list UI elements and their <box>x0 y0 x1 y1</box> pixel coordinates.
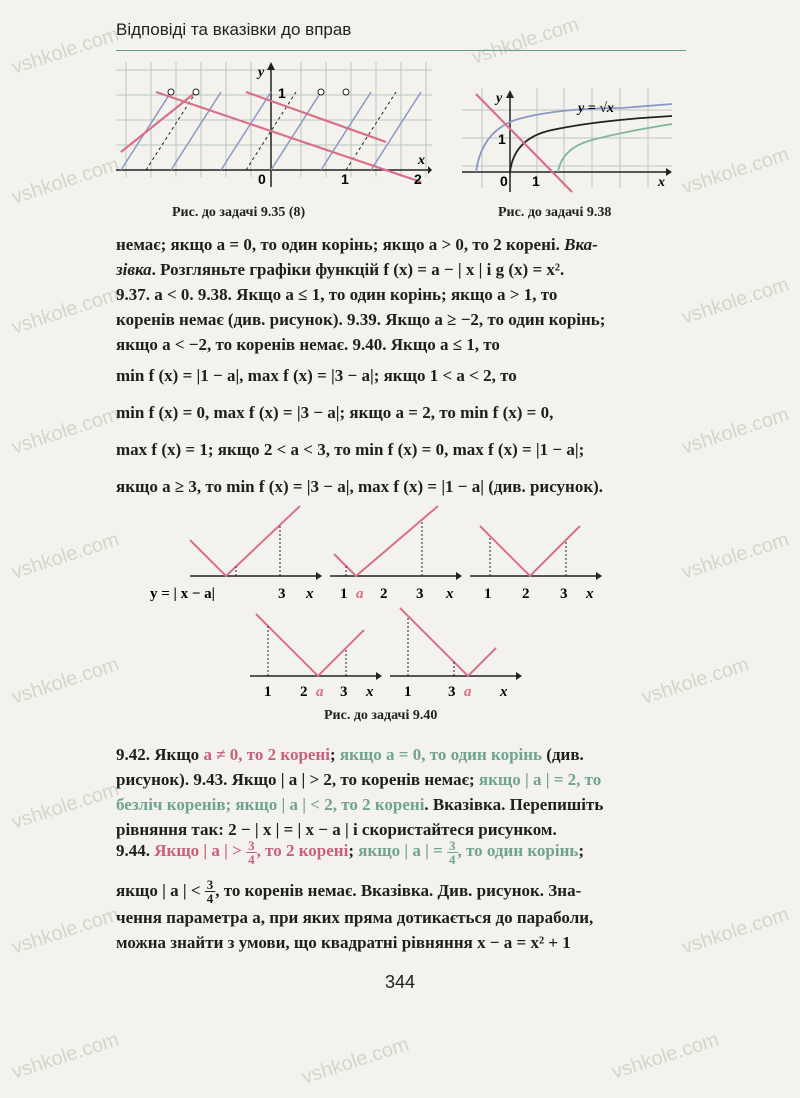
tick-label: a <box>464 684 472 700</box>
watermark: vshkole.com <box>9 903 122 959</box>
text-line: рисунок). 9.43. Якщо | a | > 2, то коренів немає; якщо | a | = 2, то <box>116 770 602 789</box>
tick-label: 3 <box>416 586 424 602</box>
watermark: vshkole.com <box>9 1028 122 1084</box>
watermark: vshkole.com <box>9 153 122 209</box>
text-line: max f (x) = 1; якщо 2 < a < 3, то min f (x) = 0, max f (x) = |1 − a|; <box>116 440 585 459</box>
figure-caption: Рис. до задачі 9.40 <box>324 708 438 723</box>
watermark: vshkole.com <box>679 528 792 584</box>
x-axis-label: x <box>418 153 425 168</box>
tick-label: 3 <box>340 684 348 700</box>
watermark: vshkole.com <box>679 403 792 459</box>
tick-label: 2 <box>300 684 308 700</box>
tick-label: x <box>586 586 594 602</box>
tick-label: x <box>306 586 314 602</box>
answers-paragraph-942 <box>116 742 684 842</box>
watermark: vshkole.com <box>639 653 752 709</box>
text-line: 9.37. a < 0. 9.38. Якщо a ≤ 1, то один корінь; якщо a > 1, то <box>116 285 558 304</box>
tick-label: x <box>500 684 508 700</box>
watermark: vshkole.com <box>679 903 792 959</box>
panel-label: y = | x − a| <box>150 586 215 602</box>
tick-label: 3 <box>278 586 286 602</box>
tick-label: 2 <box>414 171 422 187</box>
fraction: $\frac{3}{4}$ <box>449 837 456 867</box>
text-line: min f (x) = |1 − a|, max f (x) = |3 − a|; якщо 1 < a < 2, то <box>116 366 517 385</box>
watermark: vshkole.com <box>9 23 122 79</box>
tick-label: 3 <box>560 586 568 602</box>
tick-label: 1 <box>264 684 272 700</box>
text-line: min f (x) = 0, max f (x) = |3 − a|; якщо a = 2, то min f (x) = 0, <box>116 403 554 422</box>
watermark: vshkole.com <box>9 778 122 834</box>
text-line: зівка. Розгляньте графіки функцій f (x) = a − | x | і g (x) = x². <box>116 260 565 279</box>
watermark: vshkole.com <box>679 143 792 199</box>
text-line: рівняння так: 2 − | x | = | x − a | і скористайтеся рисунком. <box>116 820 557 839</box>
tick-label: 1 <box>340 586 348 602</box>
text-line: чення параметра a, при яких пряма дотикається до параболи, <box>116 908 594 928</box>
tick-label: a <box>316 684 324 700</box>
page-number: 344 <box>385 972 416 992</box>
answers-paragraph <box>116 232 684 499</box>
tick-label: 1 <box>341 171 349 187</box>
figure-caption: Рис. до задачі 9.35 (8) <box>172 205 306 220</box>
text-line: якщо a < −2, то коренів немає. 9.40. Якщо a ≤ 1, то <box>116 335 500 354</box>
running-header: Відповіді та вказівки до вправ <box>116 20 352 39</box>
watermark: vshkole.com <box>9 653 122 709</box>
tick-label: x <box>366 684 374 700</box>
curve-label: y = √x <box>578 101 614 116</box>
tick-label: 3 <box>448 684 456 700</box>
y-axis-label: y <box>258 65 265 80</box>
watermark: vshkole.com <box>609 1028 722 1084</box>
tick-label: a <box>356 586 364 602</box>
figure-9-40 <box>150 500 610 710</box>
watermark: vshkole.com <box>469 13 582 69</box>
text-line: безліч коренів; якщо | a | < 2, то 2 корені. Вказівка. Перепишіть <box>116 795 604 814</box>
figure-9-35 <box>116 62 432 192</box>
tick-label: 1 <box>278 85 286 101</box>
watermark: vshkole.com <box>9 528 122 584</box>
answers-paragraph-944 <box>116 838 684 955</box>
x-axis-label: x <box>658 175 665 190</box>
tick-label: 0 <box>500 173 508 189</box>
watermark: vshkole.com <box>9 283 122 339</box>
watermark: vshkole.com <box>9 403 122 459</box>
tick-label: 2 <box>522 586 530 602</box>
text-line: 9.44. Якщо | a | > $\frac{3}{4}$ , то 2 корені; якщо | a | = $\frac{3}{4}$ , то один корінь; <box>116 837 585 867</box>
figure-9-38 <box>462 88 676 194</box>
figure-caption: Рис. до задачі 9.38 <box>498 205 612 220</box>
y-axis-label: y <box>496 91 503 106</box>
fraction: $\frac{3}{4}$ <box>206 877 214 907</box>
header-rule <box>116 50 686 51</box>
watermark: vshkole.com <box>679 273 792 329</box>
tick-label: 1 <box>404 684 412 700</box>
text-line: немає; якщо a = 0, то один корінь; якщо a > 0, то 2 корені. Вка- <box>116 235 598 254</box>
tick-label: x <box>446 586 454 602</box>
text-line: 9.42. Якщо a ≠ 0, то 2 корені; якщо a = 0, то один корінь (див. <box>116 745 584 764</box>
tick-label: 2 <box>380 586 388 602</box>
tick-label: 1 <box>498 131 506 147</box>
text-line: якщо | a | < $\frac{3}{4}$ , то коренів немає. Вказівка. Див. рисунок. Зна- <box>116 877 582 907</box>
fraction: $\frac{3}{4}$ <box>248 837 255 867</box>
text-line: можна знайти з умови, що квадратні рівняння x − a = x² + 1 <box>116 933 571 953</box>
text-line: коренів немає (див. рисунок). 9.39. Якщо a ≥ −2, то один корінь; <box>116 310 606 329</box>
watermark: vshkole.com <box>299 1033 412 1089</box>
tick-label: 1 <box>532 173 540 189</box>
text-line: якщо a ≥ 3, то min f (x) = |3 − a|, max f (x) = |1 − a| (див. рисунок). <box>116 477 604 496</box>
tick-label: 0 <box>258 171 266 187</box>
tick-label: 1 <box>484 586 492 602</box>
